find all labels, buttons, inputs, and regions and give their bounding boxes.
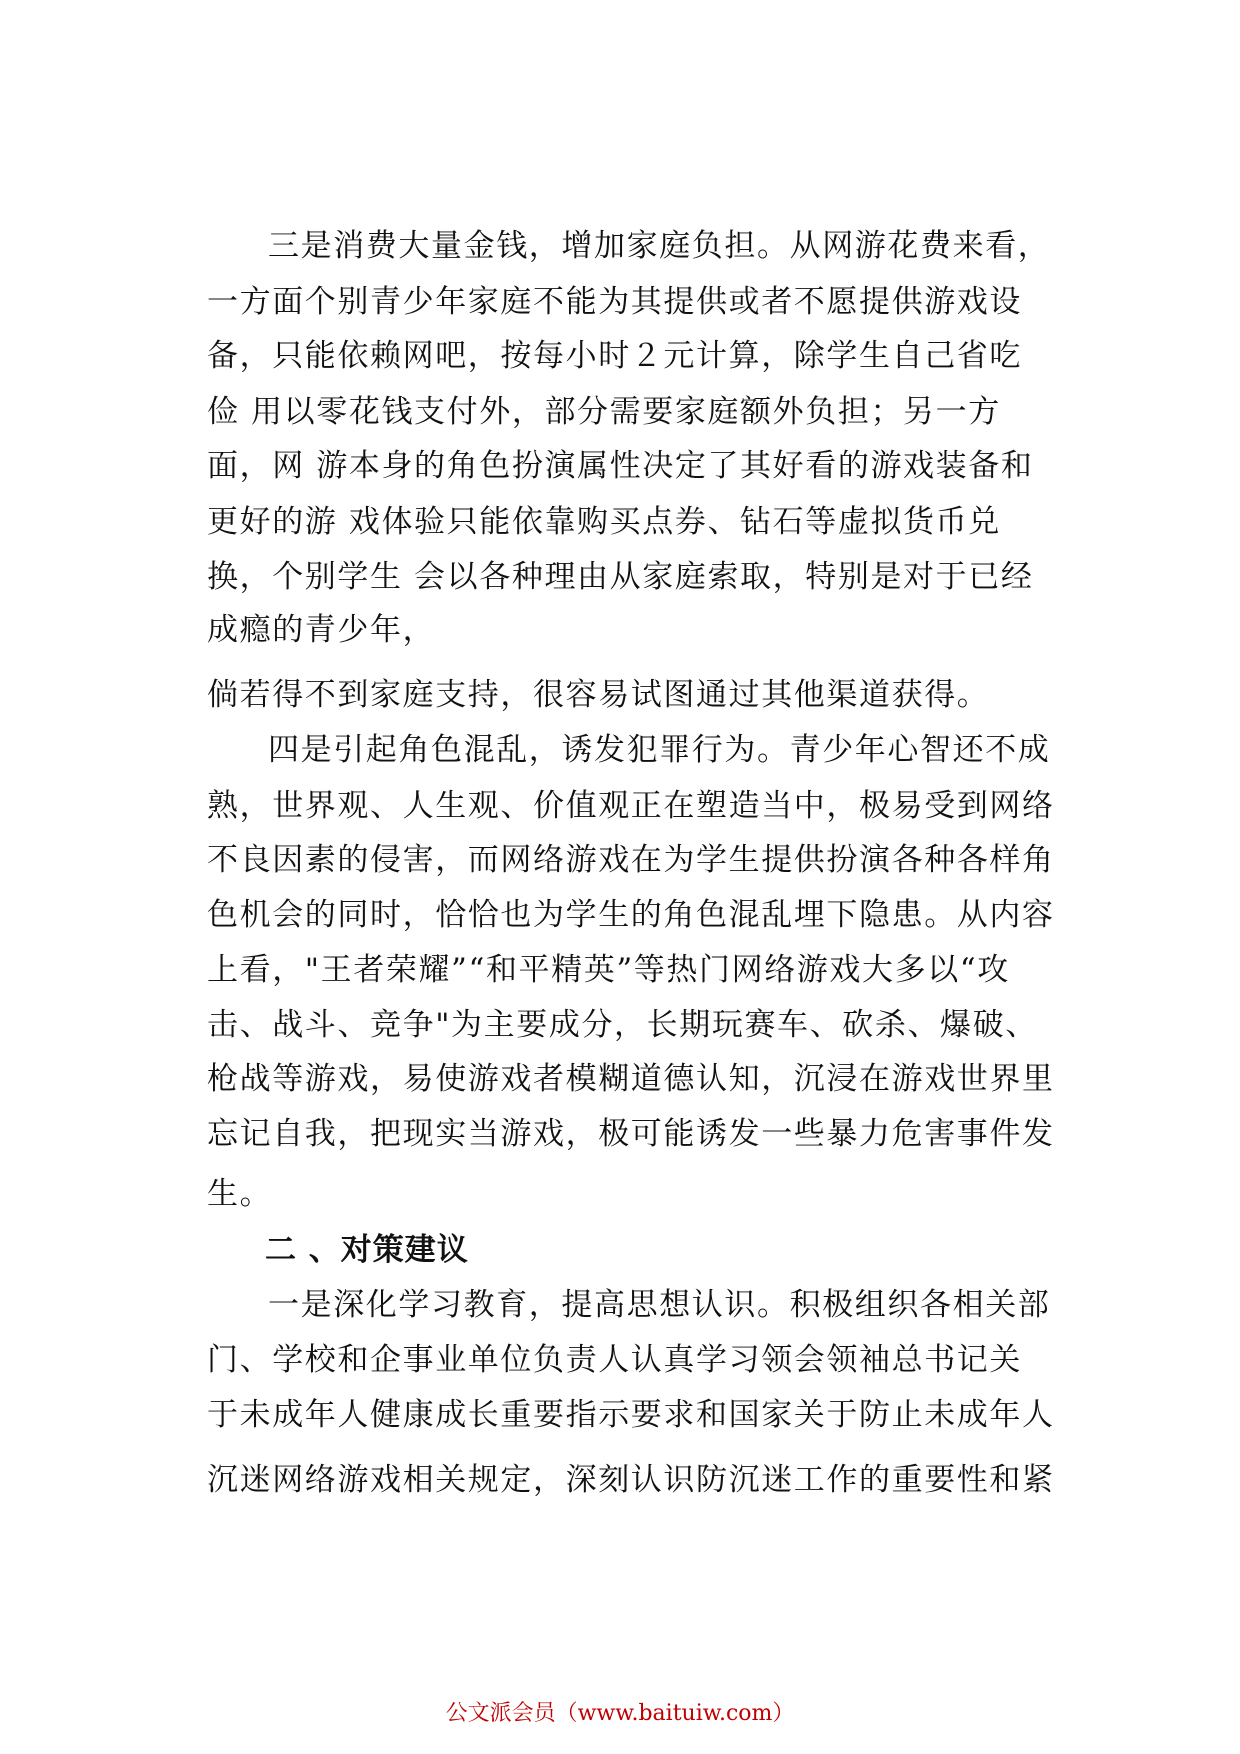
section-heading: 二 、对策建议 (265, 1232, 469, 1268)
paragraph-line: 上看，"王者荣耀”“和平精英”等热门网络游戏大多以“攻 (207, 952, 1010, 988)
paragraph-line: 门、学校和企事业单位负责人认真学习领会领袖总书记关 (207, 1342, 1022, 1378)
paragraph-line: 一方面个别青少年家庭不能为其提供或者不愿提供游戏设 (207, 284, 1022, 320)
paragraph-line: 成瘾的青少年， (207, 612, 436, 648)
paragraph-line: 于未成年人健康成长重要指示要求和国家关于防止未成年人 (207, 1397, 1055, 1433)
paragraph-line: 忘记自我，把现实当游戏，极可能诱发一些暴力危害事件发 (207, 1116, 1055, 1152)
paragraph-line: 枪战等游戏，易使游戏者模糊道德认知，沉浸在游戏世界里 (207, 1061, 1055, 1097)
paragraph-line: 沉迷网络游戏相关规定，深刻认识防沉迷工作的重要性和紧 (207, 1462, 1055, 1498)
paragraph-line: 不良因素的侵害，而网络游戏在为学生提供扮演各种各样角 (207, 842, 1055, 878)
footer-watermark: 公文派会员（www.baituiw.com） (445, 1701, 795, 1726)
paragraph-line: 倘若得不到家庭支持，很容易试图通过其他渠道获得。 (207, 677, 990, 713)
paragraph-line: 四是引起角色混乱，诱发犯罪行为。青少年心智还不成 (268, 732, 1051, 768)
paragraph-line: 换，个别学生 会以各种理由从家庭索取，特别是对于已经 (207, 559, 1034, 595)
paragraph-line: 一是深化学习教育，提高思想认识。积极组织各相关部 (268, 1287, 1051, 1323)
paragraph-line: 备，只能依赖网吧，按每小时２元计算，除学生自己省吃 (207, 338, 1022, 374)
paragraph-line: 色机会的同时，恰恰也为学生的角色混乱埋下隐患。从内容 (207, 897, 1055, 933)
paragraph-line: 生。 (207, 1176, 273, 1212)
paragraph-line: 三是消费大量金钱，增加家庭负担。从网游花费来看， (268, 228, 1051, 264)
paragraph-line: 熟，世界观、人生观、价值观正在塑造当中，极易受到网络 (207, 788, 1055, 824)
paragraph-line: 更好的游 戏体验只能依靠购买点券、钻石等虚拟货币兑 (207, 504, 1001, 540)
paragraph-line: 击、战斗、竞争"为主要成分，长期玩赛车、砍杀、爆破、 (207, 1007, 1038, 1043)
paragraph-line: 俭 用以零花钱支付外，部分需要家庭额外负担；另一方 (207, 394, 1001, 430)
paragraph-line: 面，网 游本身的角色扮演属性决定了其好看的游戏装备和 (207, 448, 1034, 484)
